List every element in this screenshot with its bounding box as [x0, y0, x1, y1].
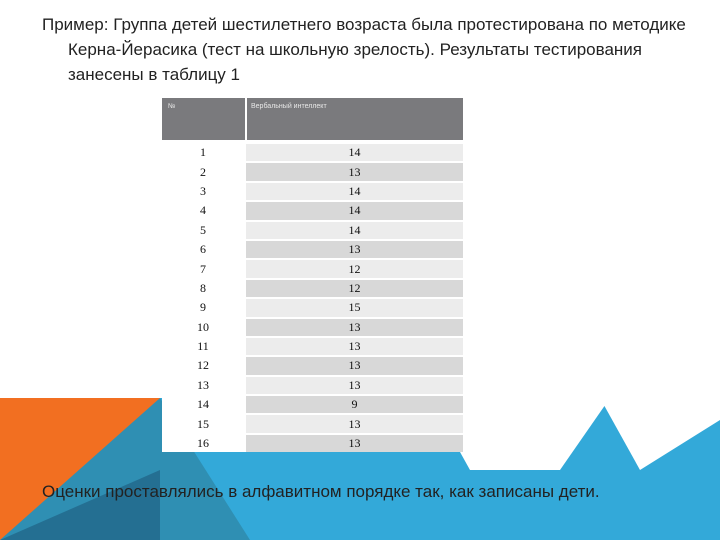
- table-row: [162, 162, 463, 181]
- table-row: [162, 201, 463, 220]
- row-number-cell: 10: [162, 318, 246, 337]
- score-cell: 13: [246, 162, 463, 181]
- score-cell: 13: [246, 240, 463, 259]
- score-cell: 13: [246, 434, 463, 452]
- results-table: [162, 98, 463, 452]
- score-cell: 9: [246, 395, 463, 414]
- column-header-verbal-intelligence: Вербальный интеллект: [246, 98, 463, 142]
- score-cell: 14: [246, 182, 463, 201]
- table-row: [162, 414, 463, 433]
- row-number-cell: 13: [162, 376, 246, 395]
- table-row: [162, 259, 463, 278]
- row-number-cell: 5: [162, 221, 246, 240]
- row-number-cell: 8: [162, 279, 246, 298]
- row-number-cell: 4: [162, 201, 246, 220]
- table-row: [162, 434, 463, 452]
- row-number-cell: 2: [162, 162, 246, 181]
- row-number-cell: 14: [162, 395, 246, 414]
- table-row: [162, 221, 463, 240]
- table-row: [162, 142, 463, 162]
- footer-note: Оценки проставлялись в алфавитном порядке так, как записаны дети.: [42, 482, 600, 501]
- row-number-cell: 3: [162, 182, 246, 201]
- score-cell: 13: [246, 337, 463, 356]
- table-row: [162, 279, 463, 298]
- table-row: [162, 337, 463, 356]
- table-header-row: [162, 98, 463, 142]
- score-cell: 13: [246, 414, 463, 433]
- score-cell: 14: [246, 201, 463, 220]
- row-number-cell: 11: [162, 337, 246, 356]
- score-cell: 14: [246, 142, 463, 162]
- row-number-cell: 16: [162, 434, 246, 452]
- row-number-cell: 1: [162, 142, 246, 162]
- table-row: [162, 298, 463, 317]
- row-number-cell: 12: [162, 356, 246, 375]
- score-cell: 13: [246, 318, 463, 337]
- score-cell: 13: [246, 356, 463, 375]
- score-cell: 12: [246, 279, 463, 298]
- score-cell: 15: [246, 298, 463, 317]
- column-header-number: №: [162, 98, 246, 142]
- row-number-cell: 6: [162, 240, 246, 259]
- row-number-cell: 9: [162, 298, 246, 317]
- row-number-cell: 15: [162, 414, 246, 433]
- score-cell: 14: [246, 221, 463, 240]
- score-cell: 13: [246, 376, 463, 395]
- table-row: [162, 318, 463, 337]
- score-cell: 12: [246, 259, 463, 278]
- table-row: [162, 395, 463, 414]
- row-number-cell: 7: [162, 259, 246, 278]
- table-row: [162, 240, 463, 259]
- table-row: [162, 376, 463, 395]
- table-row: [162, 356, 463, 375]
- table-row: [162, 182, 463, 201]
- intro-paragraph: Пример: Группа детей шестилетнего возраста была протестирована по методике Керна-Йерасика (тест на школьную зрелость). Результаты тестирования занесены в таблицу 1: [42, 15, 686, 84]
